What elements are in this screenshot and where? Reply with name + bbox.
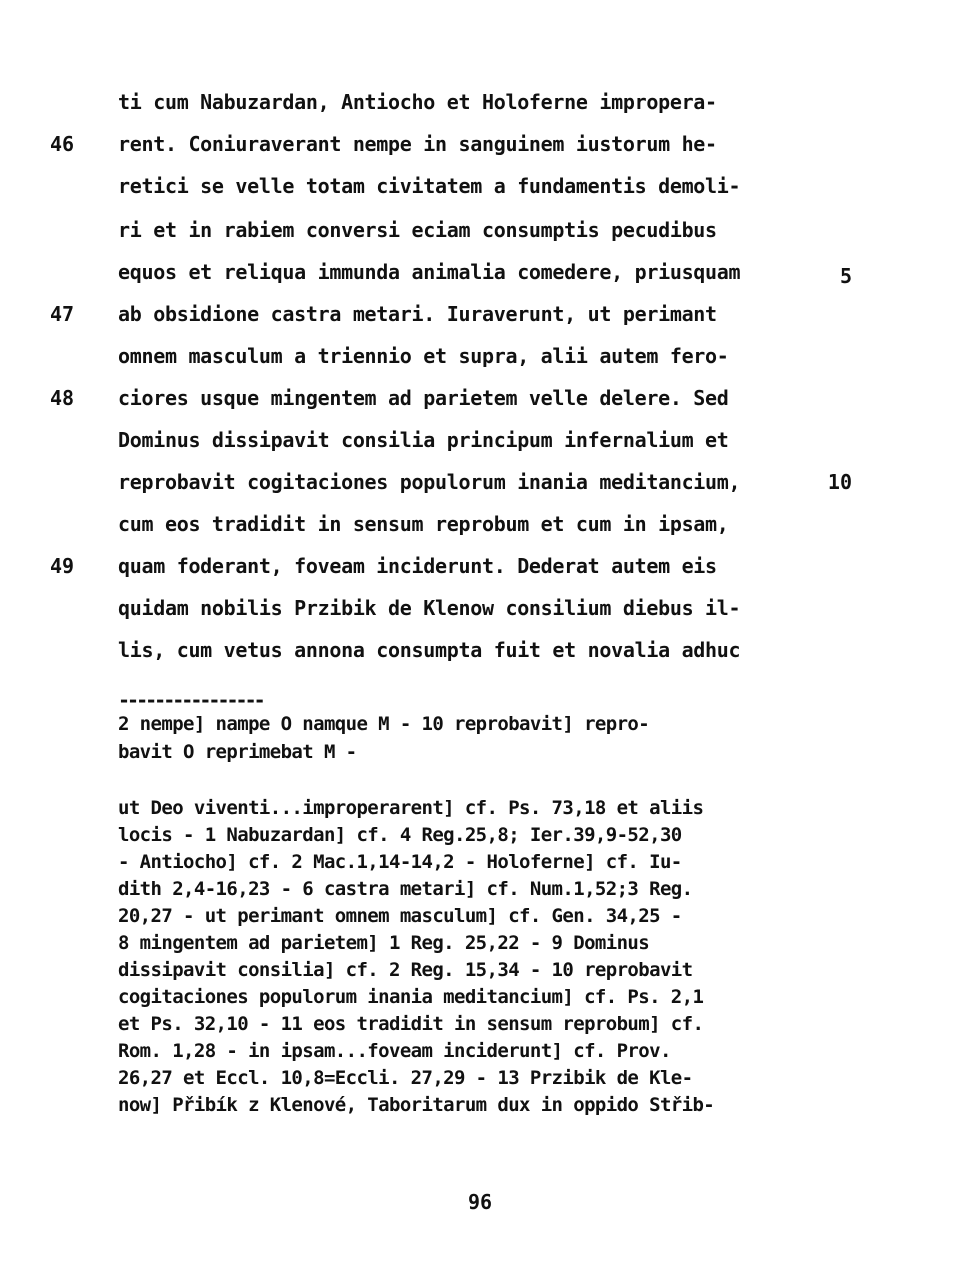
note-line: 20,27 - ut perimant omnem masculum] cf. Gen. 34,25 - (118, 905, 682, 927)
note-line: 26,27 et Eccl. 10,8=Eccli. 27,29 - 13 Przibik de Kle- (118, 1067, 693, 1089)
text-line: quidam nobilis Przibik de Klenow consilium diebus il- (118, 596, 741, 620)
note-line: now] Přibík z Klenové, Taboritarum dux in oppido Střib- (118, 1094, 715, 1116)
text-line: equos et reliqua immunda animalia comedere, priusquam (118, 260, 741, 284)
note-line: dith 2,4-16,23 - 6 castra metari] cf. Num.1,52;3 Reg. (118, 878, 693, 900)
note-line: 8 mingentem ad parietem] 1 Reg. 25,22 - 9 Dominus (118, 932, 650, 954)
text-line: retici se velle totam civitatem a fundamentis demoli- (118, 174, 741, 198)
text-line: lis, cum vetus annona consumpta fuit et novalia adhuc (118, 638, 741, 662)
separator-line: ---------------- (118, 688, 263, 712)
text-line: ti cum Nabuzardan, Antiocho et Holoferne impropera- (118, 90, 717, 114)
line-number: 10 (827, 470, 852, 494)
note-line: dissipavit consilia] cf. 2 Reg. 15,34 - 10 reprobavit (118, 959, 693, 981)
note-line: locis - 1 Nabuzardan] cf. 4 Reg.25,8; Ier.39,9-52,30 (118, 824, 682, 846)
text-line: ab obsidione castra metari. Iuraverunt, ut perimant (118, 302, 717, 326)
verse-number: 46 (50, 132, 75, 156)
text-line: ciores usque mingentem ad parietem velle delere. Sed (118, 386, 729, 410)
line-number: 5 (839, 264, 852, 288)
text-line: Dominus dissipavit consilia principum infernalium et (118, 428, 729, 452)
note-line: - Antiocho] cf. 2 Mac.1,14-14,2 - Holoferne] cf. Iu- (118, 851, 682, 873)
text-line: cum eos tradidit in sensum reprobum et cum in ipsam, (118, 512, 729, 536)
text-line: reprobavit cogitaciones populorum inania meditancium, (118, 470, 741, 494)
text-line: ri et in rabiem conversi eciam consumptis pecudibus (118, 218, 717, 242)
text-line: rent. Coniuraverant nempe in sanguinem iustorum he- (118, 132, 717, 156)
note-line: et Ps. 32,10 - 11 eos tradidit in sensum reprobum] cf. (118, 1013, 704, 1035)
page-number: 96 (467, 1190, 493, 1214)
text-line: quam foderant, foveam inciderunt. Dederat autem eis (118, 554, 717, 578)
verse-number: 49 (50, 554, 75, 578)
apparatus-line: 2 nempe] nampe O namque M - 10 reprobavit] repro- (118, 713, 650, 735)
note-line: ut Deo viventi...improperarent] cf. Ps. 73,18 et aliis (118, 797, 704, 819)
verse-number: 47 (50, 302, 75, 326)
verse-number: 48 (50, 386, 75, 410)
note-line: Rom. 1,28 - in ipsam...foveam inciderunt] cf. Prov. (118, 1040, 671, 1062)
note-line: cogitaciones populorum inania meditancium] cf. Ps. 2,1 (118, 986, 704, 1008)
apparatus-line: bavit O reprimebat M - (118, 741, 357, 763)
text-line: omnem masculum a triennio et supra, alii autem fero- (118, 344, 729, 368)
